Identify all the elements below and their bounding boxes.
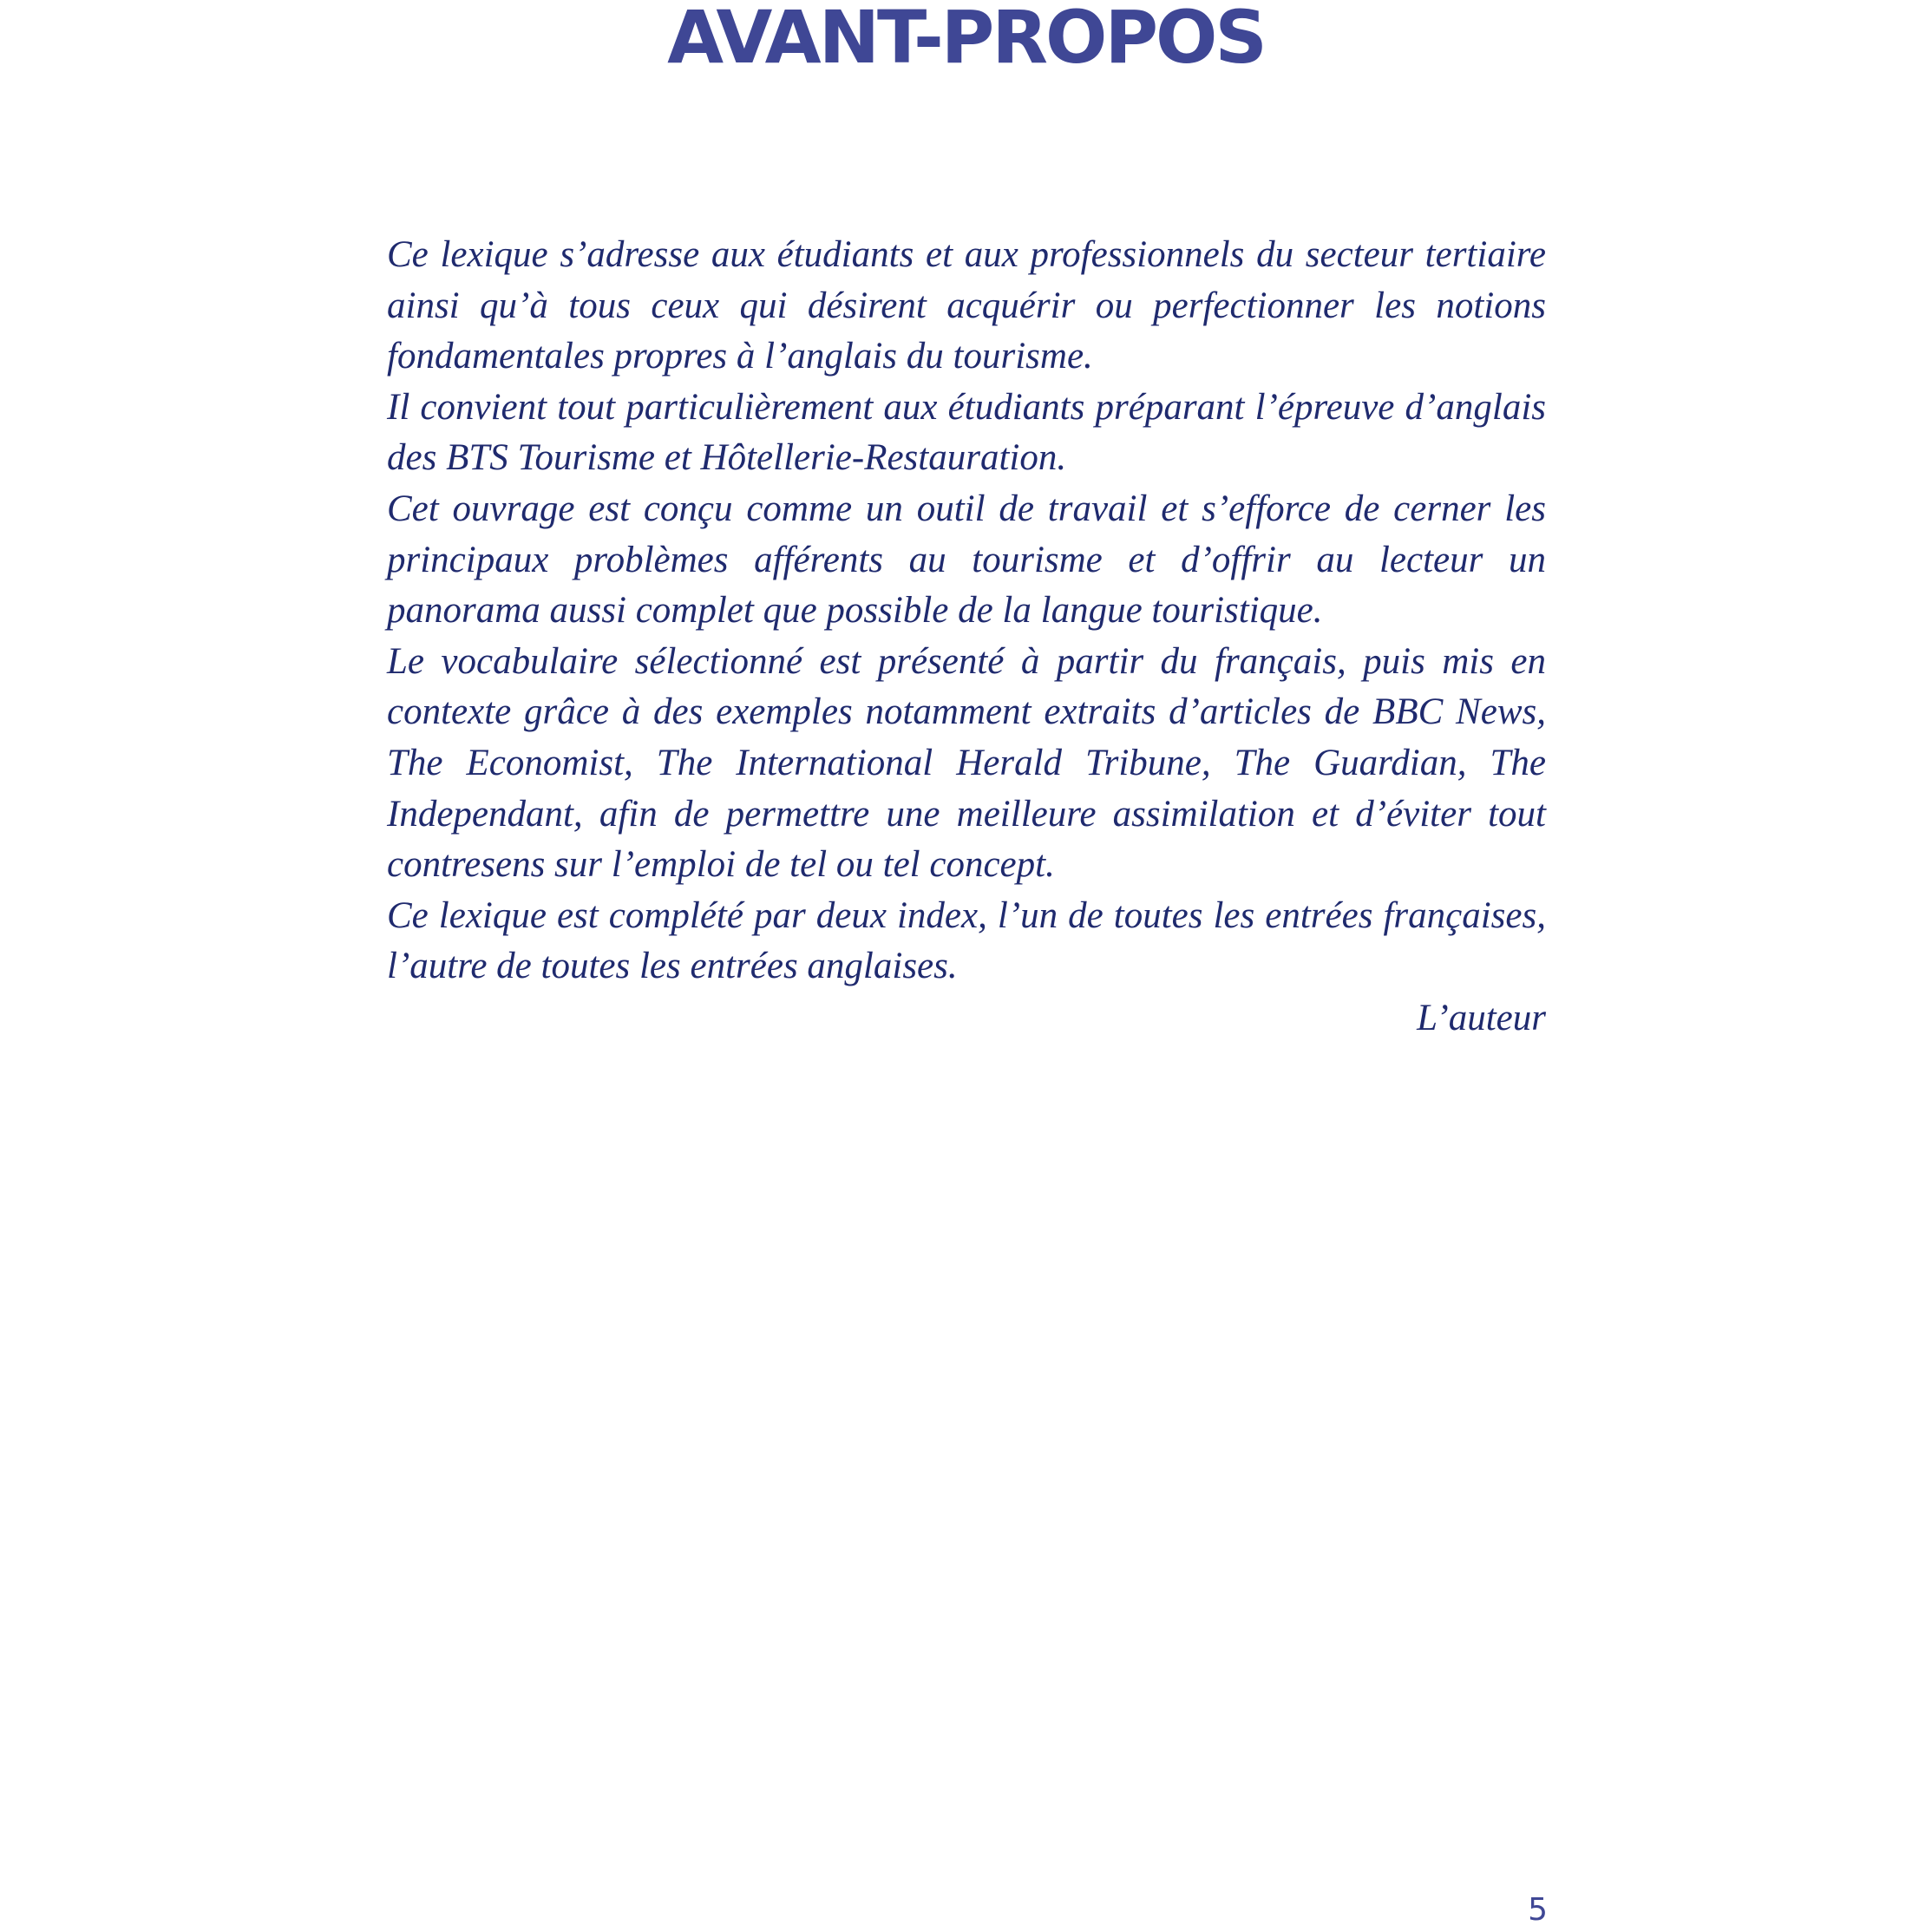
foreword-paragraph-4: Le vocabulaire sélectionné est présenté à partir du français, puis mis en contexte grâce à des exemples notamment extraits d’articles de BBC News, The Economist, The International Herald Tribune, The Guardian, The Independant, afin de permettre une meilleure assimilation et d’éviter tout contresens sur l’emploi de tel ou tel concept. [387, 640, 1546, 886]
foreword-body [387, 230, 1546, 992]
foreword-paragraph-2: Il convient tout particulièrement aux étudiants préparant l’épreuve d’anglais des BTS Tourisme et Hôtellerie-Restauration. [387, 386, 1546, 479]
page-title: AVANT-PROPOS [667, 0, 1265, 80]
foreword-paragraph-5: Ce lexique est complété par deux index, l’un de toutes les entrées françaises, l’autre de toutes les entrées anglaises. [387, 894, 1546, 987]
author-signature: L’auteur [1417, 998, 1546, 1038]
foreword-paragraph-1: Ce lexique s’adresse aux étudiants et aux professionnels du secteur tertiaire ainsi qu’à tous ceux qui désirent acquérir ou perfectionner les notions fondamentales propres à l’anglais du tourisme. [387, 234, 1546, 377]
foreword-paragraph-3: Cet ouvrage est conçu comme un outil de travail et s’efforce de cerner les principaux problèmes afférents au tourisme et d’offrir au lecteur un panorama aussi complet que possible de la langue touristique. [387, 488, 1546, 632]
page-number: 5 [1528, 1892, 1548, 1928]
